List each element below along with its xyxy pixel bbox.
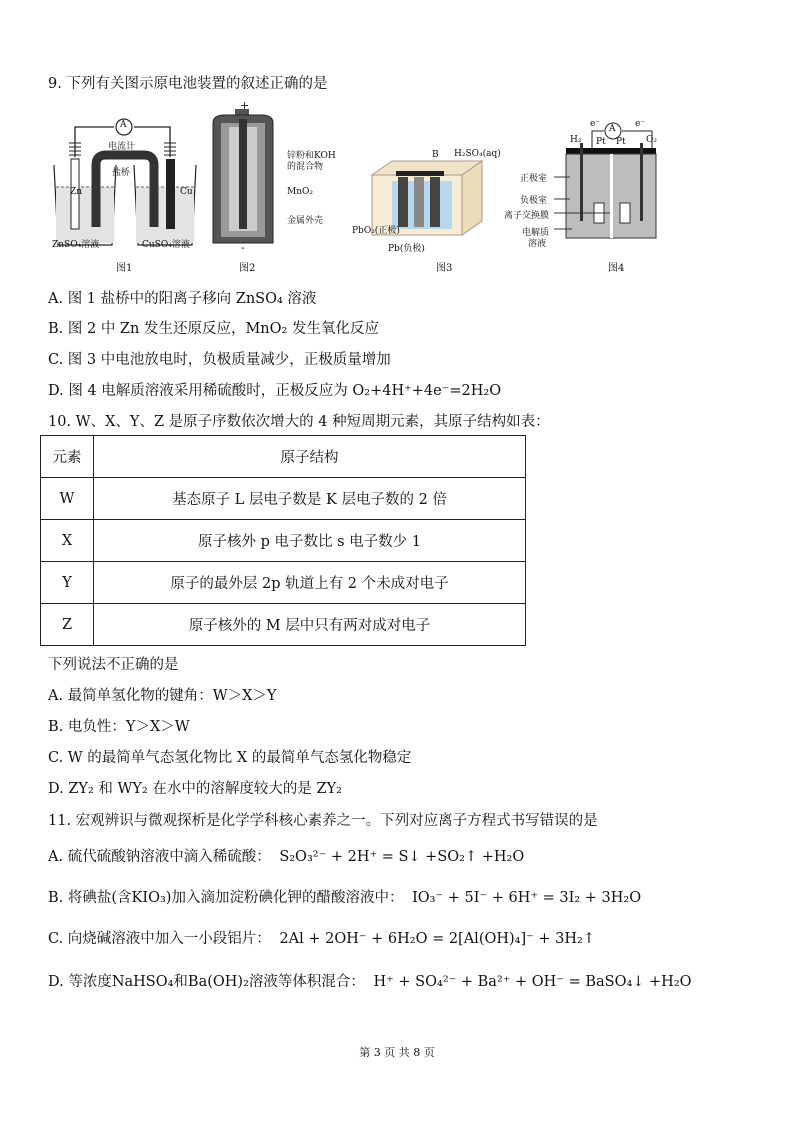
q11-option-d (48, 972, 692, 992)
q11-option-c-equation: 2Al + 2OH⁻ + 6H₂O = 2[Al(OH)₄]⁻ + 3H₂↑ (279, 931, 595, 947)
table-header-row (41, 436, 526, 478)
minus-sign: − (598, 147, 606, 157)
q10-option-a: A. 最简单氢化物的键角：W＞X＞Y (48, 688, 277, 704)
o2-label: O₂ (646, 135, 657, 145)
negative-chamber-label: 负极室 (520, 196, 548, 206)
figure-2-caption: 图2 (239, 263, 256, 274)
table-header-cell: 原子结构 (94, 436, 526, 478)
zn-koh-label: 锌粉和KOH (287, 151, 336, 161)
electron-right: e⁻ (635, 119, 646, 129)
q9-option-a: A. 图 1 盐桥中的阳离子移向 ZnSO₄ 溶液 (48, 291, 317, 307)
q10-option-c: C. W 的最简单气态氢化物比 X 的最简单气态氢化物稳定 (48, 750, 412, 766)
minus-terminal: - (241, 241, 245, 254)
q11-option-c-text: C. 向烧碱溶液中加入一小段铝片： (48, 931, 271, 947)
q11-option-d-equation: H⁺ + SO₄²⁻ + Ba²⁺ + OH⁻ = BaSO₄↓ +H₂O (373, 974, 692, 990)
table-row (41, 520, 526, 562)
table-cell: X (41, 520, 94, 562)
galvanic-cell-diagram (50, 115, 200, 255)
electron-left: e⁻ (590, 119, 601, 129)
table-header-cell: 元素 (41, 436, 94, 478)
table-row (41, 604, 526, 646)
meter-label: 电流计 (108, 142, 136, 152)
table-row (41, 562, 526, 604)
table-cell: 基态原子 L 层电子数是 K 层电子数的 2 倍 (94, 478, 526, 520)
pt-right-label: Pt (616, 137, 626, 147)
q9-option-d: D. 图 4 电解质溶液采用稀硫酸时，正极反应为 O₂+4H⁺+4e⁻=2H₂O (48, 383, 502, 399)
q11-option-a-text: A. 硫代硫酸钠溶液中滴入稀硫酸： (48, 849, 271, 865)
q10-stem: 10. W、X、Y、Z 是原子序数依次增大的 4 种短周期元素，其原子结构如表： (48, 414, 550, 430)
table-cell: 原子核外的 M 层中只有两对成对电子 (94, 604, 526, 646)
q9-stem: 9. 下列有关图示原电池装置的叙述正确的是 (48, 76, 328, 92)
element-structure-table (40, 435, 526, 646)
pb-label: Pb(负极) (388, 244, 425, 254)
table-cell: W (41, 478, 94, 520)
page-footer: 第 3 页 共 8 页 (359, 1046, 435, 1059)
q11-option-a-equation: S₂O₃²⁻ + 2H⁺ = S↓ +SO₂↑ +H₂O (279, 849, 525, 865)
table-row (41, 478, 526, 520)
pt-left-label: Pt (596, 137, 606, 147)
q10-option-d: D. ZY₂ 和 WY₂ 在水中的溶解度较大的是 ZY₂ (48, 781, 342, 797)
plus-sign: + (618, 147, 626, 157)
membrane-label: 离子交换膜 (504, 211, 550, 221)
figure-4-caption: 图4 (608, 263, 625, 274)
figure-1-caption: 图1 (116, 263, 133, 274)
q9-option-c: C. 图 3 中电池放电时，负极质量减少，正极质量增加 (48, 352, 391, 368)
ammeter-symbol-4: A (609, 124, 616, 134)
cu-label: Cu (180, 187, 193, 197)
q11-option-a (48, 847, 524, 867)
dry-cell-diagram (205, 103, 285, 253)
zn-label: Zn (70, 187, 83, 197)
pbo2-label: PbO₂(正极) (352, 226, 400, 236)
table-cell: Y (41, 562, 94, 604)
ammeter-symbol: A (120, 120, 127, 130)
q11-option-b-text: B. 将碘盐(含KIO₃)加入滴加淀粉碘化钾的醋酸溶液中： (48, 890, 404, 906)
q11-option-c (48, 929, 595, 949)
zn-koh-label-2: 的混合物 (287, 162, 324, 172)
figure-1 (50, 115, 200, 275)
figure-4 (500, 117, 675, 275)
salt-bridge-label: 盐桥 (112, 168, 131, 178)
figure-3-caption: 图3 (436, 263, 453, 274)
positive-chamber-label: 正极室 (520, 174, 548, 184)
table-cell: 原子的最外层 2p 轨道上有 2 个未成对电子 (94, 562, 526, 604)
electrolyte-label: 电解质 (522, 228, 550, 238)
h2-label: H₂ (570, 135, 582, 145)
mno2-label: MnO₂ (287, 187, 313, 197)
q11-option-b (48, 888, 641, 908)
electrolyte-label-2: 溶液 (528, 239, 547, 249)
acid-label: H₂SO₄(aq) (454, 149, 501, 159)
cuso4-label: CuSO₄溶液 (142, 240, 190, 250)
znso4-label: ZnSO₄溶液 (52, 240, 100, 250)
table-cell: Z (41, 604, 94, 646)
label-b: B (432, 150, 439, 160)
q9-option-b: B. 图 2 中 Zn 发生还原反应，MnO₂ 发生氧化反应 (48, 321, 379, 337)
q10-prompt: 下列说法不正确的是 (48, 657, 179, 673)
figure-2 (205, 99, 355, 275)
table-cell: 原子核外 p 电子数比 s 电子数少 1 (94, 520, 526, 562)
metal-shell-label: 金属外壳 (287, 216, 324, 226)
q11-stem: 11. 宏观辨识与微观探析是化学学科核心素养之一。下列对应离子方程式书写错误的是 (48, 813, 598, 829)
q11-option-d-text: D. 等浓度NaHSO₄和Ba(OH)₂溶液等体积混合： (48, 974, 365, 990)
q10-option-b: B. 电负性：Y＞X＞W (48, 719, 190, 735)
q11-option-b-equation: IO₃⁻ + 5I⁻ + 6H⁺ = 3I₂ + 3H₂O (412, 890, 642, 906)
plus-terminal: + (240, 99, 250, 112)
